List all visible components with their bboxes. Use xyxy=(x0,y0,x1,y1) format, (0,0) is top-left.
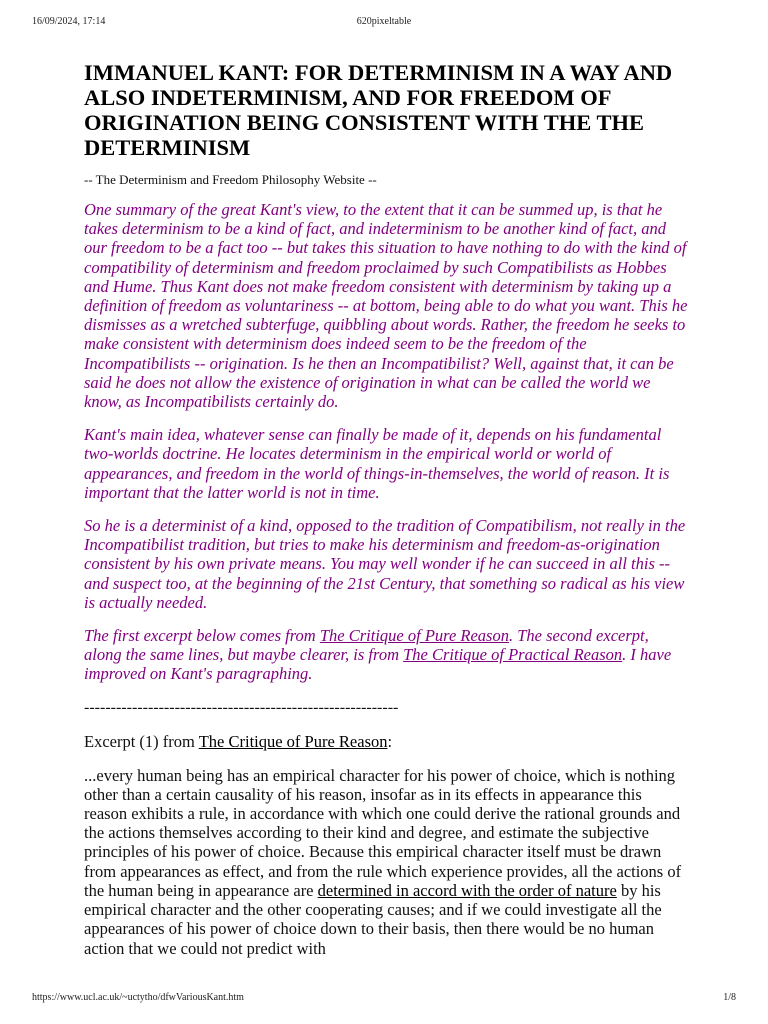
excerpt-heading-suffix: : xyxy=(387,731,393,751)
excerpt-text: ...every human being has an empirical character for his power of choice, which is nothing other than a certain causality of his reason, insofar as in its effects in appearance this reason exhibits a rule, in accordance with which one could derive the rational grounds and the actions themselves according to their kind and degree, and estimate the subjective principles of his power of choice. Because this empirical character itself must be drawn from appearances as effect, and from the rule which experience provides, all the actions of the human being in appearance are xyxy=(84,765,682,900)
print-header xyxy=(32,16,736,30)
site-subtitle: -- The Determinism and Freedom Philosophy Website -- xyxy=(84,172,377,187)
intro-paragraph-1: One summary of the great Kant's view, to the extent that it can be summed up, is that he takes determinism to be a kind of fact, and indeterminism to be another kind of fact, and our freedom to be a fact too -- but takes this situation to have nothing to do with the kind of compatibility of determinism and freedom proclaimed by such Compatibilists as Hobbes and Hume. Thus Kant does not make freedom consistent with determinism by taking up a definition of freedom as voluntariness -- at bottom, being able to do what you want. This he dismisses as a wretched subterfuge, quibbling about words. Rather, the freedom he seeks to make consistent with determinism does indeed seem to be the freedom of the Incompatibilists -- origination. Is he then an Incompatibilist? Well, against that, it can be said he does not allow the existence of origination in what can be called the world we know, as Incompatibilists certainly do. xyxy=(84,200,688,412)
excerpt-body xyxy=(84,766,688,958)
intro-paragraph-4 xyxy=(84,626,688,684)
intro-text: . The second excerpt, along the same lines, but maybe clearer, is from xyxy=(84,626,649,665)
excerpt-text: by his empirical character and the other cooperating causes; and if we could investigate all the appearances of his power of choice down to their basis, then there would be no human action that we could not predict with xyxy=(84,880,662,958)
link-critique-pure-reason[interactable]: The Critique of Pure Reason xyxy=(319,626,509,646)
print-page-title: 620pixeltable xyxy=(356,16,412,27)
link-critique-practical-reason[interactable]: The Critique of Practical Reason xyxy=(403,645,623,665)
page-number: 1/8 xyxy=(723,992,736,1003)
excerpt-underlined-phrase[interactable]: determined in accord with the order of nature xyxy=(317,880,617,900)
intro-text: The first excerpt below comes from xyxy=(84,626,320,646)
print-url: https://www.ucl.ac.uk/~uctytho/dfwVariousKant.htm xyxy=(32,992,244,1003)
intro-paragraph-3: So he is a determinist of a kind, opposed to the tradition of Compatibilism, not really in the Incompatibilist tradition, but tries to make his determinism and freedom-as-origination consistent by his own private means. You may well wonder if he can succeed in all this -- and suspect too, at the beginning of the 21st Century, that something so radical as his view is actually needed. xyxy=(84,516,686,612)
excerpt-heading-prefix: Excerpt (1) from xyxy=(84,731,199,751)
page-title: IMMANUEL KANT: FOR DETERMINISM IN A WAY AND ALSO INDETERMINISM, AND FOR FREEDOM OF ORIGINATION BEING CONSISTENT WITH THE THE DETERMINISM xyxy=(84,60,673,160)
section-divider: ----------------------------------------------------------- xyxy=(84,698,399,716)
intro-text: . I have improved on Kant's paragraphing. xyxy=(84,645,672,684)
excerpt-heading-link[interactable]: The Critique of Pure Reason xyxy=(198,731,388,751)
excerpt-heading xyxy=(84,732,688,752)
intro-paragraph-2: Kant's main idea, whatever sense can finally be made of it, depends on his fundamental two-worlds doctrine. He locates determinism in the empirical world or world of appearances, and freedom in the world of things-in-themselves, the world of reason. It is important that the latter world is not in time. xyxy=(84,425,670,502)
print-footer xyxy=(32,992,736,1006)
print-timestamp: 16/09/2024, 17:14 xyxy=(32,16,106,27)
document-content xyxy=(84,60,688,984)
